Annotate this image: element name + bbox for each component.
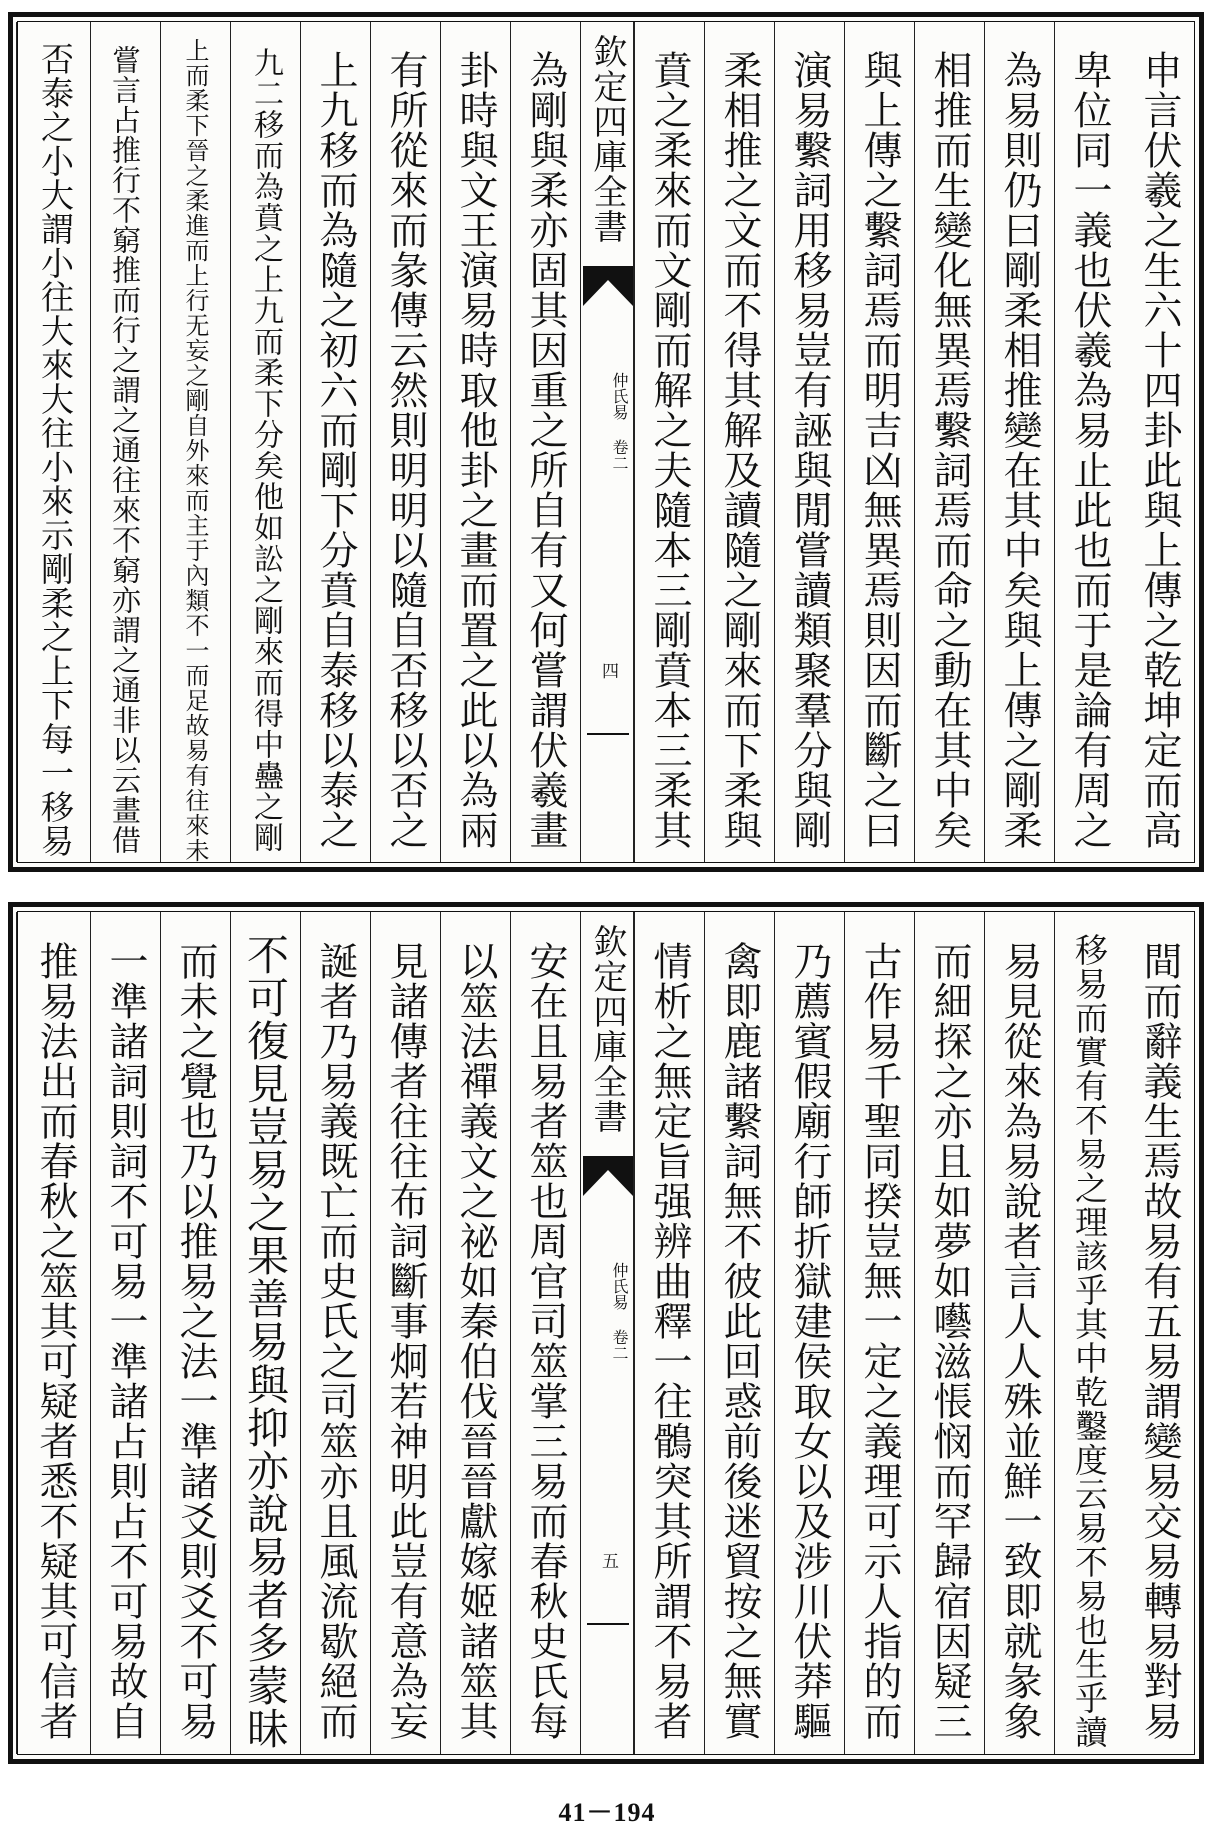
text-column: 乃薦賓假廟行師折獄建侯取女以及涉川伏莽驅	[774, 912, 844, 1754]
text-column: 卑位同一義也伏羲為易止此也而于是論有周之	[1054, 22, 1124, 862]
book-title: 仲氏易 卷二	[610, 372, 629, 471]
text-column: 否泰之小大謂小往大來大往小來示剛柔之上下每一移易	[16, 22, 90, 862]
text-column: 上九移而為隨之初六而剛下分賁自泰移以泰之	[300, 22, 370, 862]
text-column: 一準諸詞則詞不可易一準諸占則占不可易故自	[90, 912, 160, 1754]
folio-rule-icon	[583, 1620, 633, 1660]
text-column: 以筮法禪義文之祕如秦伯伐晉晉獻嫁姬諸筮其	[440, 912, 510, 1754]
bottom-page-frame	[17, 911, 1195, 1755]
text-column: 禽即鹿諸繫詞無不彼此回惑前後迷貿按之無實	[704, 912, 774, 1754]
text-column: 安在且易者筮也周官司筮掌三易而春秋史氏每	[510, 912, 580, 1754]
text-column: 嘗言占推行不窮推而行之謂之通往來不窮亦謂之通非以云畫借	[90, 22, 160, 862]
folio-rule-icon	[583, 730, 633, 770]
center-fold-strip	[580, 912, 634, 1754]
text-column: 上而柔下晉之柔進而上行无妄之剛自外來而主于內類不一而足故易有往來未	[160, 22, 230, 862]
text-column: 與上傳之繫詞焉而明吉凶無異焉則因而斷之曰	[844, 22, 914, 862]
text-column: 申言伏羲之生六十四卦此與上傳之乾坤定而高	[1137, 50, 1182, 850]
top-page-frame	[17, 21, 1195, 863]
text-column: 相推而生變化無異焉繫詞焉而命之動在其中矣	[914, 22, 984, 862]
text-column: 柔相推之文而不得其解及讀隨之剛來而下柔與	[704, 22, 774, 862]
text-column: 古作易千聖同揆豈無一定之義理可示人指的而	[844, 912, 914, 1754]
center-fold-strip	[580, 22, 634, 862]
bottom-page-block	[8, 902, 1204, 1764]
text-column: 不可復見豈易之果善易與抑亦說易者多蒙昧	[230, 912, 300, 1754]
text-column: 賁之柔來而文剛而解之夫隨本三剛賁本三柔其	[634, 22, 704, 862]
text-column: 間而辭義生焉故易有五易謂變易交易轉易對易	[1137, 941, 1182, 1741]
fishtail-mark-icon	[583, 1156, 633, 1196]
text-column: 推易法出而春秋之筮其可疑者悉不疑其可信者	[16, 912, 90, 1754]
fishtail-mark-icon	[583, 266, 633, 306]
text-column: 卦時與文王演易時取他卦之畫而置之此以為兩	[440, 22, 510, 862]
top-page-block	[8, 12, 1204, 872]
text-column: 移易而實有不易之理該乎其中乾鑿度云易不易也生乎讀	[1054, 912, 1124, 1754]
page-number: 41－194	[558, 1798, 656, 1827]
book-title: 仲氏易 卷二	[610, 1262, 629, 1361]
text-column: 而細探之亦且如夢如囈滋悵悯而罕歸宿因疑三	[914, 912, 984, 1754]
text-column: 見諸傳者往往布詞斷事炯若神明此豈有意為妄	[370, 912, 440, 1754]
library-title: 欽定四庫全書	[587, 924, 627, 1134]
text-column: 演易繫詞用移易豈有誣與閒嘗讀類聚羣分與剛	[774, 22, 844, 862]
text-column: 而未之覺也乃以推易之法一準諸爻則爻不可易	[160, 912, 230, 1754]
folio-number: 四	[598, 662, 618, 679]
text-column: 情析之無定旨强辨曲釋一往鶻突其所謂不易者	[634, 912, 704, 1754]
text-column: 誕者乃易義既亡而史氏之司筮亦且風流歇絕而	[300, 912, 370, 1754]
text-column: 易見從來為易說者言人人殊並鮮一致即就彖象	[984, 912, 1054, 1754]
text-column: 為剛與柔亦固其因重之所自有又何嘗謂伏羲畫	[510, 22, 580, 862]
library-title: 欽定四庫全書	[587, 34, 627, 244]
text-column: 為易則仍曰剛柔相推變在其中矣與上傳之剛柔	[984, 22, 1054, 862]
text-column: 有所從來而彖傳云然則明明以隨自否移以否之	[370, 22, 440, 862]
folio-number: 五	[598, 1552, 618, 1569]
text-column: 九二移而為賁之上九而柔下分矣他如訟之剛來而得中蠱之剛	[230, 22, 300, 862]
